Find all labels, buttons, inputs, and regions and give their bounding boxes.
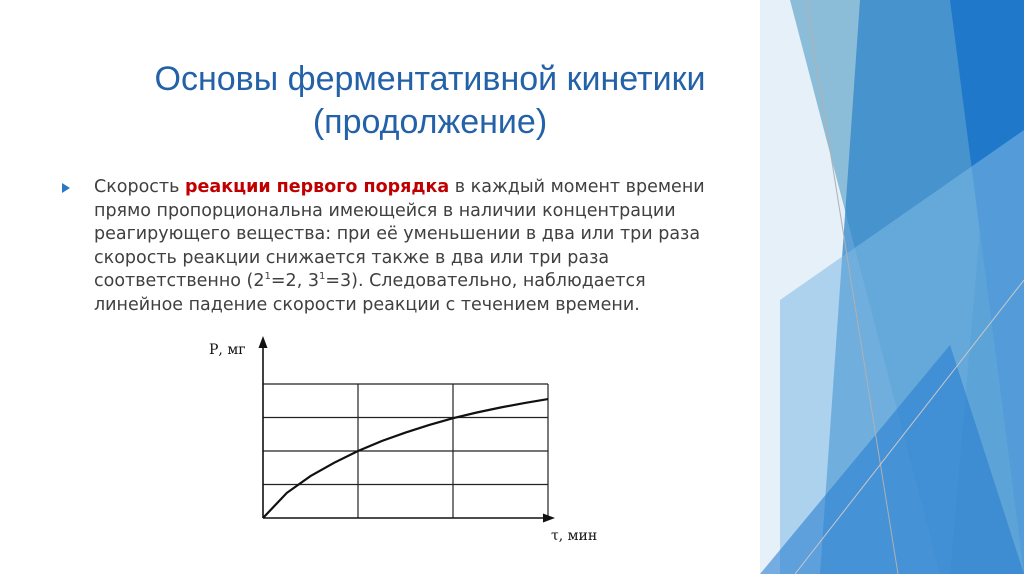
body-text-3: =2, 3 <box>270 271 319 292</box>
superscript-2: 1 <box>318 271 326 283</box>
body-paragraph <box>94 176 734 318</box>
y-axis-arrow-icon <box>259 336 268 348</box>
kinetics-graph <box>195 332 625 552</box>
bullet-arrow-icon <box>62 183 70 193</box>
title-line-2: (продолжение) <box>312 103 548 141</box>
body-text-2: в каждый момент времени прямо пропорциональна имеющейся в наличии концентрации реагирующего вещества: при её уменьшении в два или три раза скорость реакции снижается также в два или три раза соответственно (2 <box>94 177 705 292</box>
superscript-1: 1 <box>264 271 271 283</box>
x-axis-arrow-icon <box>543 514 555 523</box>
graph-grid <box>263 384 548 518</box>
body-text-4: =3). Следовательно, наблюдается линейное падение скорости реакции с течением времени. <box>94 271 646 315</box>
highlighted-term: реакции первого порядка <box>185 177 450 197</box>
x-axis-label: τ, мин <box>551 528 598 544</box>
y-axis-label: Р, мг <box>209 342 246 358</box>
body-text-1: Скорость <box>94 177 186 197</box>
slide-title <box>70 58 790 144</box>
title-line-1: Основы ферментативной кинетики <box>154 60 706 98</box>
